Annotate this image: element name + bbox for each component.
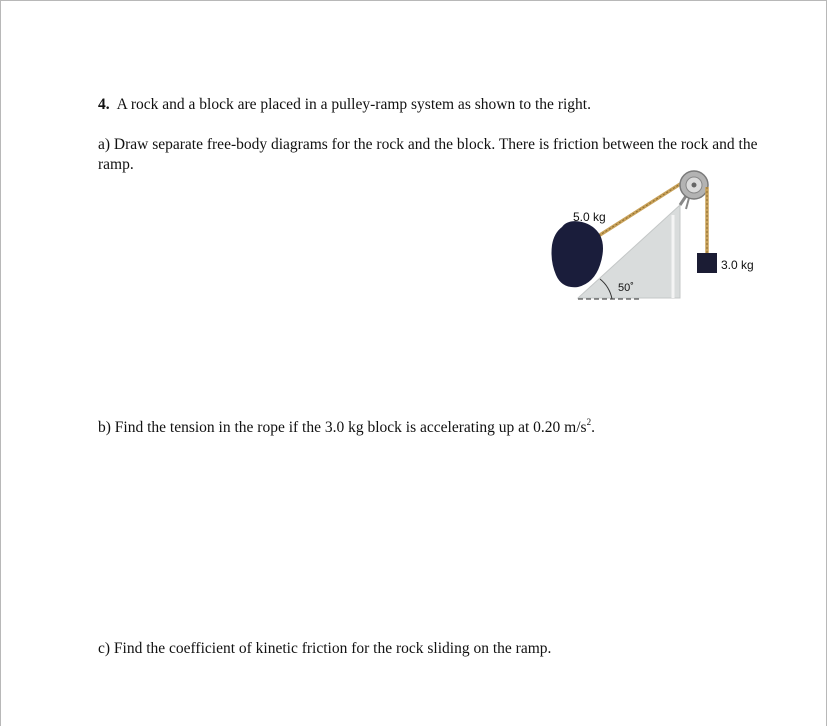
part-a-text: a) Draw separate free-body diagrams for the rock and the block. There is friction between the rock and the ramp. bbox=[98, 136, 758, 173]
question-text: A rock and a block are placed in a pulley-ramp system as shown to the right. bbox=[116, 96, 591, 113]
rock-mass-label: 5.0 kg bbox=[573, 210, 606, 224]
part-b-period: . bbox=[591, 419, 595, 436]
question-number: 4. bbox=[98, 96, 110, 113]
rock bbox=[552, 221, 604, 287]
part-c-text: c) Find the coefficient of kinetic friction for the rock sliding on the ramp. bbox=[98, 640, 552, 657]
hanging-block bbox=[697, 253, 717, 273]
part-b-main: b) Find the tension in the rope if the 3.0 kg block is accelerating up at 0.20 m/s bbox=[98, 419, 587, 436]
question-4-title bbox=[98, 95, 591, 115]
pulley-axle bbox=[692, 183, 697, 188]
angle-label: 50˚ bbox=[618, 282, 634, 294]
block-mass-label: 3.0 kg bbox=[721, 258, 754, 272]
part-b-text bbox=[98, 418, 595, 438]
pulley-ramp-diagram bbox=[540, 165, 780, 310]
part-b-exponent: 2 bbox=[586, 417, 592, 427]
